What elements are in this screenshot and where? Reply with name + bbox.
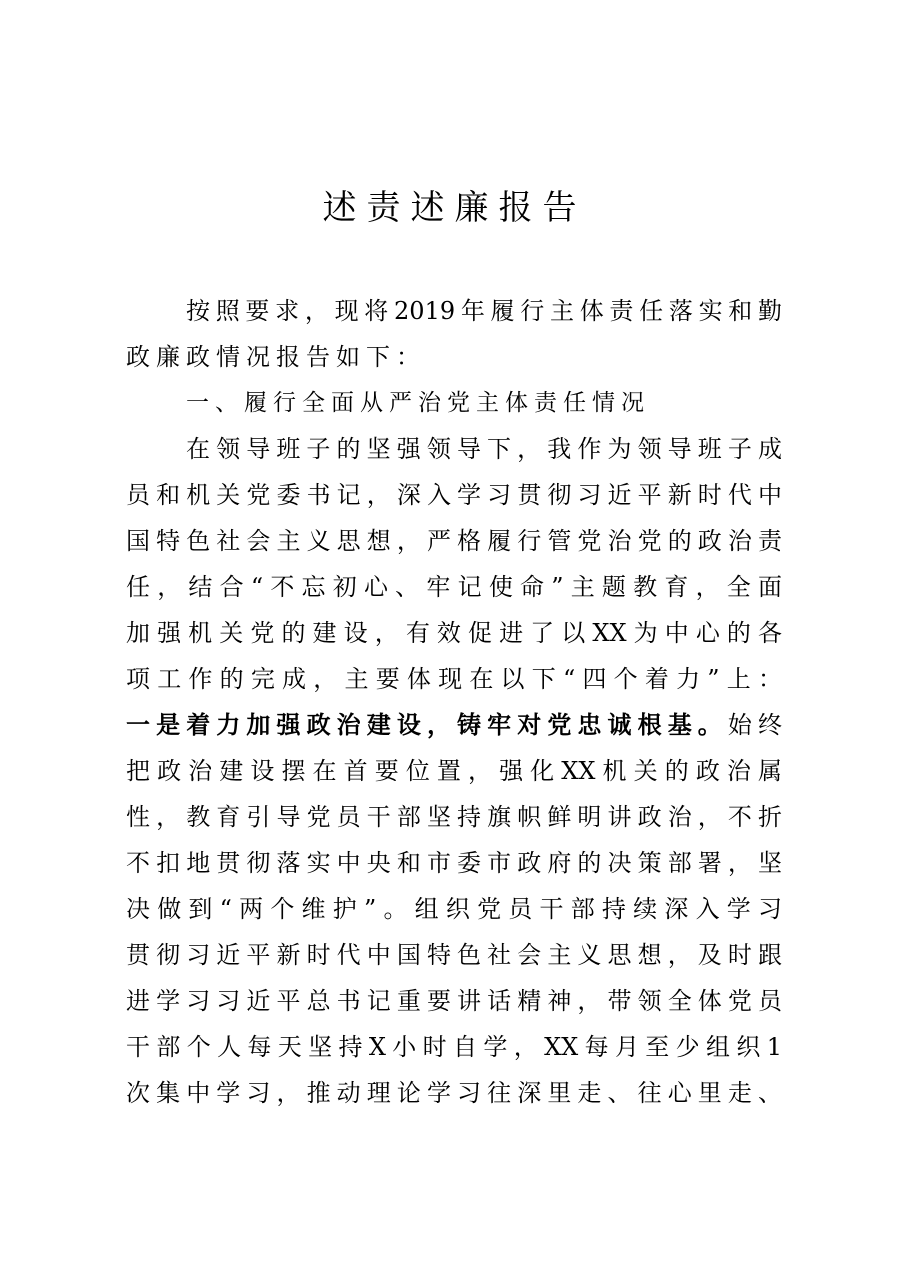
paragraph-line: 加强机关党的建设，有效促进了以XX为中心的各 xyxy=(126,619,782,647)
paragraph-line: 次集中学习，推动理论学习往深里走、往心里走、 xyxy=(126,1079,782,1107)
paragraph-line: 任，结合“不忘初心、牢记使命”主题教育，全面 xyxy=(126,573,782,601)
paragraph-line: 把政治建设摆在首要位置，强化XX机关的政治属 xyxy=(126,757,782,785)
document-title: 述责述廉报告 xyxy=(322,188,587,228)
paragraph-line: 干部个人每天坚持X小时自学，XX每月至少组织1 xyxy=(126,1033,782,1061)
paragraph-line: 国特色社会主义思想，严格履行管党治党的政治责 xyxy=(126,527,782,555)
section-heading: 一、履行全面从严治党主体责任情况 xyxy=(186,390,650,416)
paragraph-line: 政廉政情况报告如下： xyxy=(126,343,426,371)
paragraph-line: 员和机关党委书记，深入学习贯彻习近平新时代中 xyxy=(126,481,782,509)
paragraph-line: 按照要求，现将2019年履行主体责任落实和勤 xyxy=(186,297,782,325)
paragraph-line: 决做到“两个维护”。组织党员干部持续深入学习 xyxy=(126,895,782,923)
paragraph-line: 不扣地贯彻落实中央和市委市政府的决策部署，坚 xyxy=(126,849,782,877)
paragraph-line xyxy=(126,702,782,748)
paragraph-line: 项工作的完成，主要体现在以下“四个着力”上： xyxy=(126,665,782,693)
bold-lead-sentence: 一是着力加强政治建设，铸牢对党忠诚根基。 xyxy=(126,710,728,739)
paragraph-line: 性，教育引导党员干部坚持旗帜鲜明讲政治，不折 xyxy=(126,803,782,831)
paragraph-line: 贯彻习近平新时代中国特色社会主义思想，及时跟 xyxy=(126,941,782,969)
paragraph-line: 在领导班子的坚强领导下，我作为领导班子成 xyxy=(186,435,782,463)
paragraph-line: 进学习习近平总书记重要讲话精神，带领全体党员 xyxy=(126,987,782,1015)
document-body xyxy=(126,288,782,1116)
line-continuation: 始终 xyxy=(727,711,782,739)
